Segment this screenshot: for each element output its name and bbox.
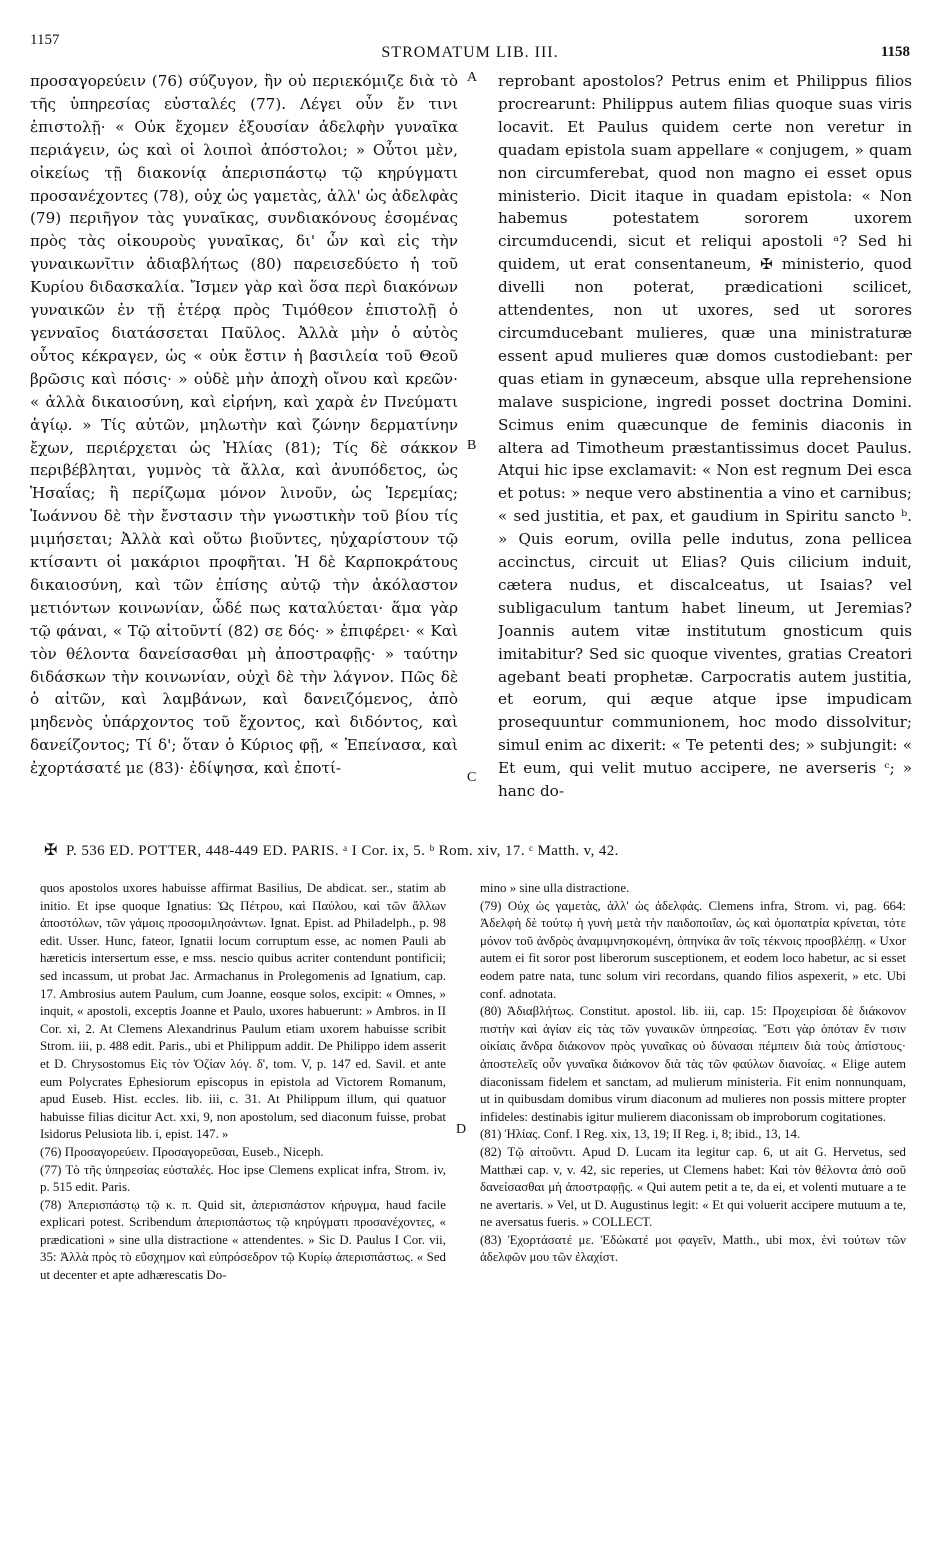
note-79: (79) Οὐχ ὡς γαμετὰς, ἀλλ' ὡς ἀδελφάς. Clemens infra, Strom. vi, pag. 664: Ἀδελφὴ δὲ τούτῳ ἡ γυνὴ μετὰ τὴν παιδοποιΐαν, ὡς καὶ ὁμοπατρία κρίνεται, τότε μόνον τοῦ ἀνδρὸς ἀναμιμνησκομένη, ὁπηνίκα ἂν τοῖς τέκνοις προσβλέπῃ. « Uxor autem ei fit soror post liberorum susceptionem, et eodem loco habetur, ac si esset eodem patre nata, tunc solum viri recordans, quando filios aspexerit, » etc. Ubi conf. adnotata. (480, 898, 906, 1001)
margin-letter-d: D (456, 1122, 467, 1137)
note-77: (77) Τὸ τῆς ὑπηρεσίας εὐσταλές. Hoc ipse Clemens explicat infra, Strom. iv, p. 515 edit. Paris. (40, 1162, 446, 1195)
latin-text: reprobant apostolos? Petrus enim et Philippus filios procrearunt: Philippus autem filias quoque suas viris locavit. Et Paulus quidem certe non veretur in quadam epistola suam appellare « conjugem, » quam non circumferebat, quod non magno ei esset opus ministerio. Dicit itaque in quadam epistola: « Non habemus potestatem sororem uxorem circumducendi, sicut et reliqui apostoli ᵃ? Sed hi quidem, ut erat consentaneum, ✠ ministerio, quod divelli non poterat, prædicationi scilicet, attendentes, non ut uxores, sed ut sorores circumducebant mulieres, quæ una ministraturæ essent apud mulieres quæ domos custodiebant: per quas etiam in gynæceum, absque ulla reprehensione malave suspicione, ingredi posset doctrina Domini. Scimus enim quæcunque de feminis diaconis in altera ad Timotheum præstantissimus docet Paulus. Atqui hic ipse exclamavit: « Non est regnum Dei esca et potus: » neque vero abstinentia a vino et carnibus; « sed justitia, et pax, et gaudium in Spiritu sancto ᵇ. » Quis eorum, ovilla pelle indutus, zona pellicea accinctus, circuit ut Elias? Quis cilicium induit, cætera nudus, et discalceatus, ut Isaias? vel subligaculum tantum habet lineum, ut Jeremias? Joannis autem vitæ institutum gnosticum quis imitabitur? Sed sic quoque viventes, gratias Creatori agebant beati prophetæ. Carpocratis autem justitia, et eorum, qui æque atque ipse impudicam prosequuntur communionem, hoc modo dissolvitur; simul enim ac dixerit: « Te petenti des; » subjungit: « Et eum, qui velit mutuo accipere, ne averseris ᶜ; » hanc do- (498, 72, 912, 801)
greek-text-column (30, 70, 458, 820)
note-81: (81) Ἠλίας. Conf. I Reg. xix, 13, 19; II Reg. i, 8; ibid., 13, 14. (480, 1127, 801, 1142)
notes-right-column (480, 880, 906, 1535)
margin-letter-b: B (467, 438, 477, 453)
latin-text-column (498, 70, 912, 820)
note-80: (80) Ἀδιαβλήτως. Constitut. apostol. lib. iii, cap. 15: Προχειρίσαι δὲ διάκονον πιστὴν καὶ ἁγίαν εἰς τὰς τῶν γυναικῶν ὑπηρεσίας. Ἔστι γὰρ ὁπόταν ἔν τισιν οἰκίαις ἄνδρα διάκονον πρὸς γυναῖκας οὐ δύνασαι πέμπειν διὰ τοὺς ἀπίστους· ἀποστελεῖς οὖν γυναῖκα διάκονον διὰ τὰς τῶν φαύλων διανοίας. « Elige autem diaconissam fidelem et sanctam, ad mulierum ministeria. Fit enim nonnunquam, ut in quibusdam domibus virum diaconum ad mulieres non possis mittere propter infideles: destinabis igitur mulierem diaconissam ob improborum cogitationes. (480, 1004, 906, 1124)
note-78: (78) Ἀπερισπάστῳ τῷ κ. π. Quid sit, ἀπερισπάστον κήρυγμα, haud facile explicari potest. Scribendum ἀπερισπάστως τῷ κηρύγματι προσανέχοντες, « prædicationi » sine ulla distractione « attendentes. » Sic D. Paulus I Cor. vii, 35: Ἀλλὰ πρὸς τὸ εὔσχημον καὶ εὐπρόσεδρον τῷ Κυρίῳ ἀπερισπάστως. « Sed ut decenter et apte adhærescatis Do- (40, 1197, 446, 1283)
note-paragraph: quos apostolos uxores habuisse affirmat Basilius, De abdicat. ser., statim ab initio. Et ipse quoque Ignatius: Ὡς Πέτρου, καὶ Παύλου, καὶ τῶν ἄλλων ἀποστόλων, τῶν γάμοις προσομιλησάντων. Ignat. Epist. ad Philadelph., p. 98 edit. Usser. Hunc, fateor, Ignatii locum corruptum esse, ac nomen Pauli ab hæreticis intersertum esse, e mss. nescio quibus acriter contendunt pontificii; sed incassum, ut probat Jac. Armachanus in Prolegomenis ad Ignatium, cap. 17. Ambrosius autem Paulum, cum Joanne, eosque solos, excipit: « Omnes, » inquit, « apostoli, exceptis Joanne et Paulo, uxores habuerunt: » Ambros. in II Cor. xi, 2. At Clemens Alexandrinus Paulum etiam uxorem habuisse scribit Strom. iii, p. 488 edit. Paris., ubi et Philippum addit. De Philippo idem asserit et D. Chrysostomus Εἰς τὸν Ὀζίαν λόγ. δ', tom. V, p. 147 ed. Savil. et ante eum Polycrates Ephesiorum episcopus in epistola ad Victorem Romanum, apud Euseb. Hist. eccles. lib. iii, c. 31. At Philippum illum, qui quatuor habuisse filias dicitur Act. xxi, 9, non apostolum, sed diaconum fuisse, probat Isidorus Pelusiota lib. i, epist. 147. » (40, 881, 446, 1142)
note-continuation: mino » sine ulla distractione. (480, 881, 630, 895)
note-76: (76) Προσαγορεύειν. Προσαγορεῦσαι, Euseb., Niceph. (40, 1144, 324, 1159)
greek-text: προσαγορεύειν (76) σύζυγον, ἣν οὐ περιεκόμιζε διὰ τὸ τῆς ὑπηρεσίας εὐσταλές (77). Λέγει οὖν ἔν τινι ἐπιστολῇ· « Οὐκ ἔχομεν ἐξουσίαν ἀδελφὴν γυναῖκα περιάγειν, ὡς καὶ οἱ λοιποὶ ἀπόστολοι; » Οὗτοι μὲν, οἰκείως τῇ διακονίᾳ ἀπερισπάστῳ τῷ κηρύγματι προσανέχοντες (78), οὐχ ὡς γαμετὰς, ἀλλ' ὡς ἀδελφὰς (79) περιῆγον τὰς γυναῖκας, συνδιακόνους ἐσομένας πρὸς τὰς οἰκουροὺς γυναῖκας, δι' ὧν καὶ εἰς τὴν γυναικωνῖτιν ἀδιαβλήτως (80) παρεισεδύετο ἡ τοῦ Κυρίου διδασκαλία. Ἴσμεν γὰρ καὶ ὅσα περὶ διακόνων γυναικῶν ἐν τῇ ἑτέρᾳ πρὸς Τιμόθεον ἐπιστολῇ ὁ γενναῖος διατάσσεται Παῦλος. Ἀλλὰ μὴν ὁ αὐτὸς οὗτος κέκραγεν, ὡς « οὐκ ἔστιν ἡ βασιλεία τοῦ Θεοῦ βρῶσις καὶ πόσις· » οὐδὲ μὴν ἀποχὴ οἴνου καὶ κρεῶν· « ἀλλὰ δικαιοσύνη, καὶ εἰρήνη, καὶ χαρὰ ἐν Πνεύματι ἁγίῳ. » Τίς αὐτῶν, μηλωτὴν καὶ ζώνην δερματίνην ἔχων, περιέρχεται ὡς Ἠλίας (81); Τίς δὲ σάκκον περιβέβληται, γυμνὸς τὰ ἄλλα, καὶ ἀνυπόδετος, ὡς Ἡσαΐας; ἢ περίζωμα μόνον λινοῦν, ὡς Ἱερεμίας; Ἰωάννου δὲ τὴν ἔνστασιν τὴν γνωστικὴν τοῦ βίου τίς μιμήσεται; Ἀλλὰ καὶ οὕτω βιοῦντες, ηὐχαρίστουν τῷ κτίσαντι οἱ μακάριοι προφῆται. Ἡ δὲ Καρποκράτους δικαιοσύνη, καὶ τῶν ἐπίσης αὐτῷ τὴν ἀκόλαστον μετιόντων κοινωνίαν, ὧδέ πως καταλύεται· ἅμα γὰρ τῷ φάναι, « Τῷ αἰτοῦντί (82) σε δός· » ἐπιφέρει· « Καὶ τὸν θέλοντα δανείσασθαι μὴ ἀποστραφῇς· » ταύτην διδάσκων τὴν κοινωνίαν, οὐχὶ δὲ τὴν λάγνον. Πῶς δὲ ὁ αἰτῶν, καὶ λαμβάνων, καὶ δανειζόμενος, ἀπὸ μηδενὸς ὑπάρχοντος τοῦ ἔχοντος, καὶ διδόντος, καὶ δανείζοντος; Τί δ'; ὅταν ὁ Κύριος φῇ, « Ἐπείνασα, καὶ ἐχορτάσατέ με (83)· ἐδίψησα, καὶ ἐποτί- (30, 72, 458, 778)
edition-reference-line (44, 840, 902, 860)
main-text-area (30, 70, 912, 820)
page-number-right: 1158 (880, 44, 910, 60)
margin-letter-a: A (467, 70, 478, 85)
edition-reference-text: P. 536 ED. POTTER, 448-449 ED. PARIS. ᵃ I Cor. ix, 5. ᵇ Rom. xiv, 17. ᶜ Matth. v, 42. (65, 843, 619, 859)
note-82: (82) Τῷ αἰτοῦντι. Apud D. Lucam ita legitur cap. 6, ut ait G. Hervetus, sed Matthæi cap. v, v. 42, sic reperies, ut Clemens habet: Καὶ τὸν θέλοντα ἀπὸ σοῦ δανείσασθαι μὴ ἀποστραφῇς. « Qui autem petit a te, da ei, et volenti mutuare a te ne avertaris. » Vel, ut D. Augustinus legit: « Et qui voluerit accipere mutuum a te, ne aversatus fueris. » COLLECT. (480, 1144, 906, 1230)
running-title: STROMATUM LIB. III. (381, 44, 559, 61)
notes-left-column (40, 880, 446, 1535)
notes-area (40, 880, 906, 1535)
running-header (30, 14, 910, 61)
page-number-left: 1157 (30, 32, 60, 48)
note-83: (83) Ἐχορτάσατέ με. Ἐδώκατέ μοι φαγεῖν, Matth., ubi mox, ἑνὶ τούτων τῶν ἀδελφῶν μου τῶν ἐλαχίστ. (480, 1232, 906, 1265)
cross-mark-icon: ✠ (44, 842, 58, 859)
margin-letter-c: C (467, 770, 477, 785)
